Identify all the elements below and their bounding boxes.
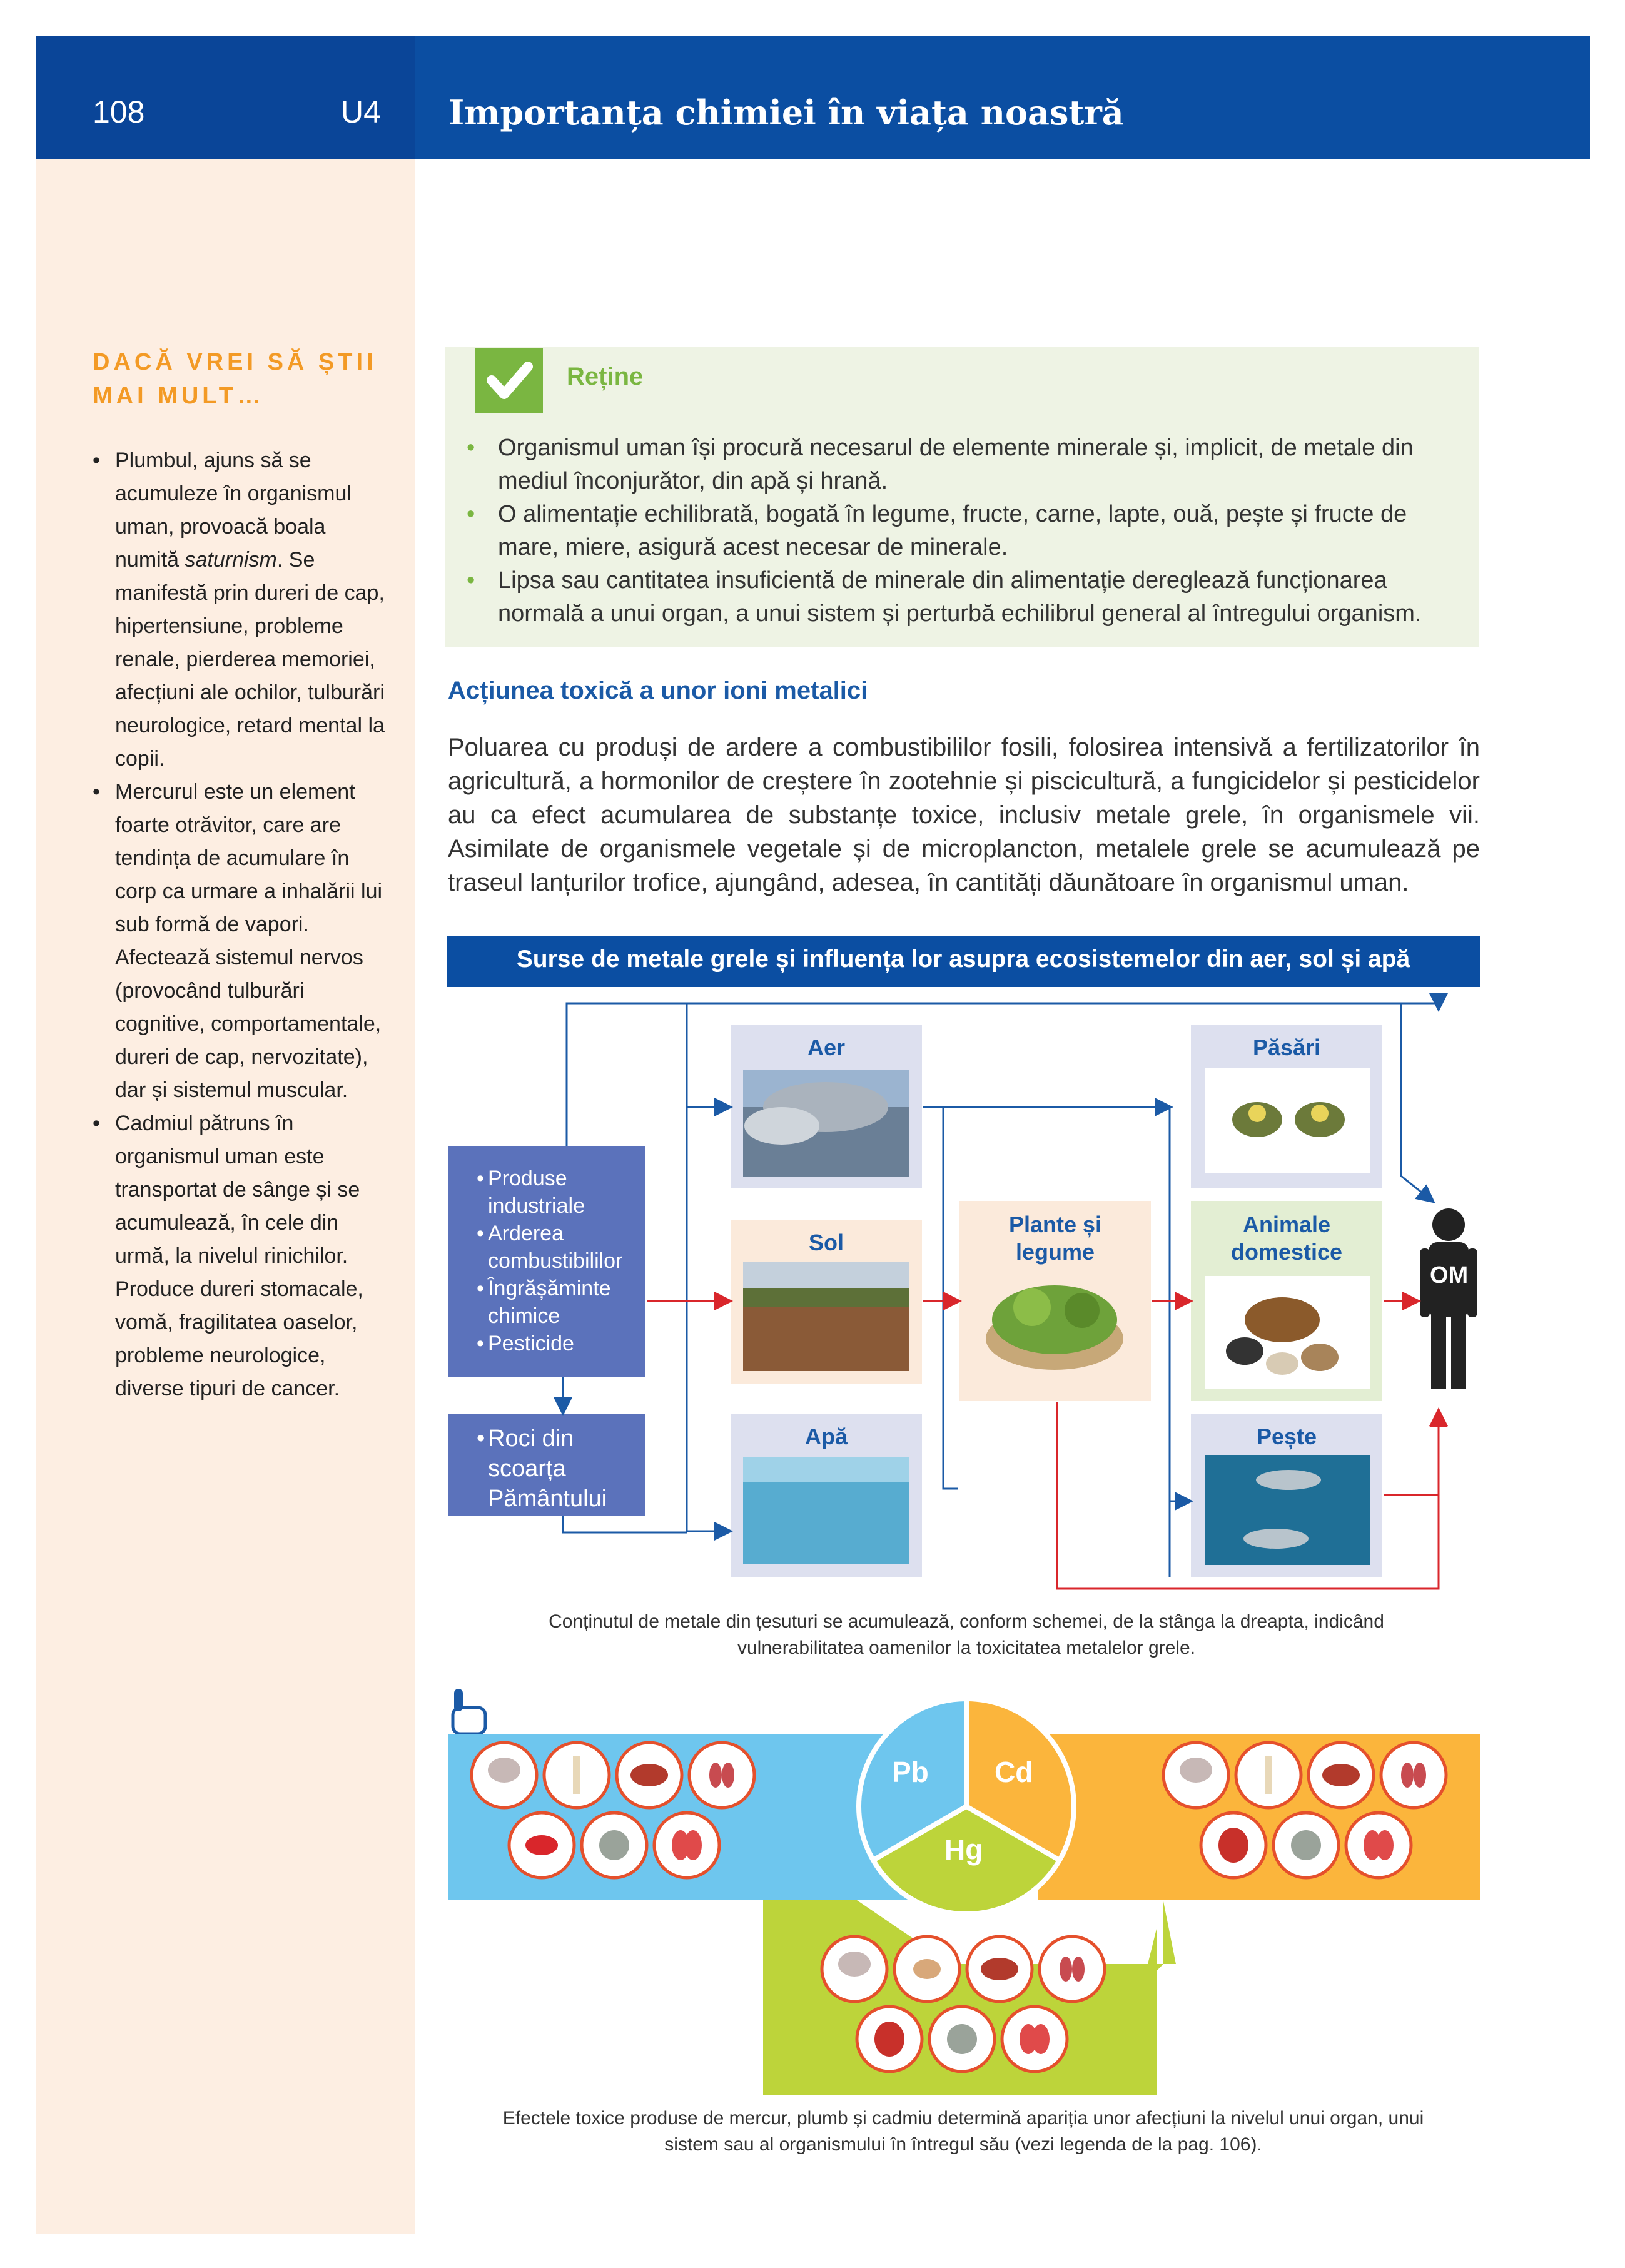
pb-label: Pb: [892, 1756, 929, 1788]
sol-label: Sol: [808, 1230, 844, 1255]
sidebar-item: • Mercurul este un element foarte otrăvitor, care are tendința de acumulare în corp ca urmare a inhalării lui sub formă de vapori. Afectează sistemul nervos (provocând tulburări cognitive, comportamentale, dureri de cap, nervozitate), dar și sistemul muscular.: [93, 776, 387, 1107]
effects-caption: Efectele toxice produse de mercur, plumb și cadmiu determină apariția unor afecțiuni la nivelul unui organ, unui sistem sau al organismului în întregul său (vezi legenda de la pag. 106).: [502, 2108, 1424, 2155]
human-silhouette-icon: [1420, 1208, 1477, 1389]
source-item: • Îngrășăminte chimice: [477, 1275, 645, 1330]
source-item: • Pesticide: [477, 1330, 645, 1357]
om-label: OM: [1430, 1262, 1469, 1288]
retine-item: • O alimentație echilibrată, bogată în legume, fructe, carne, lapte, ouă, pește și fructe de mare, miere, asigură acest necesar de minerale.: [467, 498, 1464, 564]
hg-label: Hg: [944, 1833, 983, 1866]
animale-label: Animale domestice: [1230, 1212, 1343, 1265]
sources-list-2: [477, 1424, 639, 1514]
source-item: • Produse industriale: [477, 1165, 645, 1220]
source-item: • Roci din scoarța Pământului: [477, 1424, 639, 1514]
chapter-title: Importanța chimiei în viața noastră: [448, 93, 1124, 133]
sidebar-item: • Cadmiul pătruns în organismul uman este transportat de sânge și se acumulează, în cele din urmă, la nivelul rinichilor. Produce dureri stomacale, vomă, fragilitatea oaselor, probleme neurologice, diverse tipuri de cancer.: [93, 1107, 387, 1405]
sources-list-1: [477, 1165, 645, 1357]
aer-label: Aer: [807, 1035, 846, 1060]
section-paragraph: Poluarea cu produși de ardere a combustibililor fosili, folosirea intensivă a fertilizatorilor în agricultură, a hormonilor de creștere în zootehnie și piscicultură, a fungicidelor și pesticidelor au ca efect acumularea de substanțe toxice, inclusiv metale grele, în organismele vii. Asimilate de organismele vegetale și de microplancton, metalele grele se acumulează pe traseul lanțurilor trofice, ajungând, adesea, în cantități dăunătoare în organismul uman.: [448, 734, 1480, 896]
diagram-caption: Conținutul de metale din țesuturi se acumulează, conform schemei, de la stânga la dreapta, indicând vulnerabilitatea oamenilor la toxicitatea metalelor grele.: [549, 1611, 1384, 1658]
metals-pie: [859, 1699, 1074, 1914]
cd-label: Cd: [995, 1756, 1033, 1788]
diagram-title: Surse de metale grele și influența lor asupra ecosistemelor din aer, sol și apă: [516, 946, 1410, 973]
unit-label: U4: [341, 94, 381, 129]
section-title: Acțiunea toxică a unor ioni metalici: [448, 677, 868, 704]
page-number: 108: [93, 94, 145, 129]
peste-label: Pește: [1256, 1424, 1317, 1449]
retine-item: • Organismul uman își procură necesarul de elemente minerale și, implicit, de metale din mediul înconjurător, din apă și hrană.: [467, 432, 1464, 498]
retine-title: Reține: [567, 363, 644, 390]
hand-pointer-icon: [453, 1689, 485, 1734]
sidebar-item: • Plumbul, ajuns să se acumuleze în organismul uman, provoacă boala numită saturnism. Se manifestă prin dureri de cap, hipertensiune, probleme renale, pierderea memoriei, afecțiuni ale ochilor, tulburări neurologice, retard mental la copii.: [93, 444, 387, 776]
source-item: • Arderea combustibililor: [477, 1220, 645, 1275]
pasari-label: Păsări: [1252, 1035, 1321, 1060]
retine-item: • Lipsa sau cantitatea insuficientă de minerale din alimentație deregleazǎ funcționarea normală a unui organ, a unui sistem și perturbă echilibrul general al întregului organism.: [467, 564, 1464, 630]
plante-label: Plante și legume: [1008, 1212, 1102, 1265]
sidebar-title: DACĂ VREI SĂ ȘTII MAI MULT…: [93, 349, 377, 409]
apa-label: Apă: [804, 1424, 848, 1449]
